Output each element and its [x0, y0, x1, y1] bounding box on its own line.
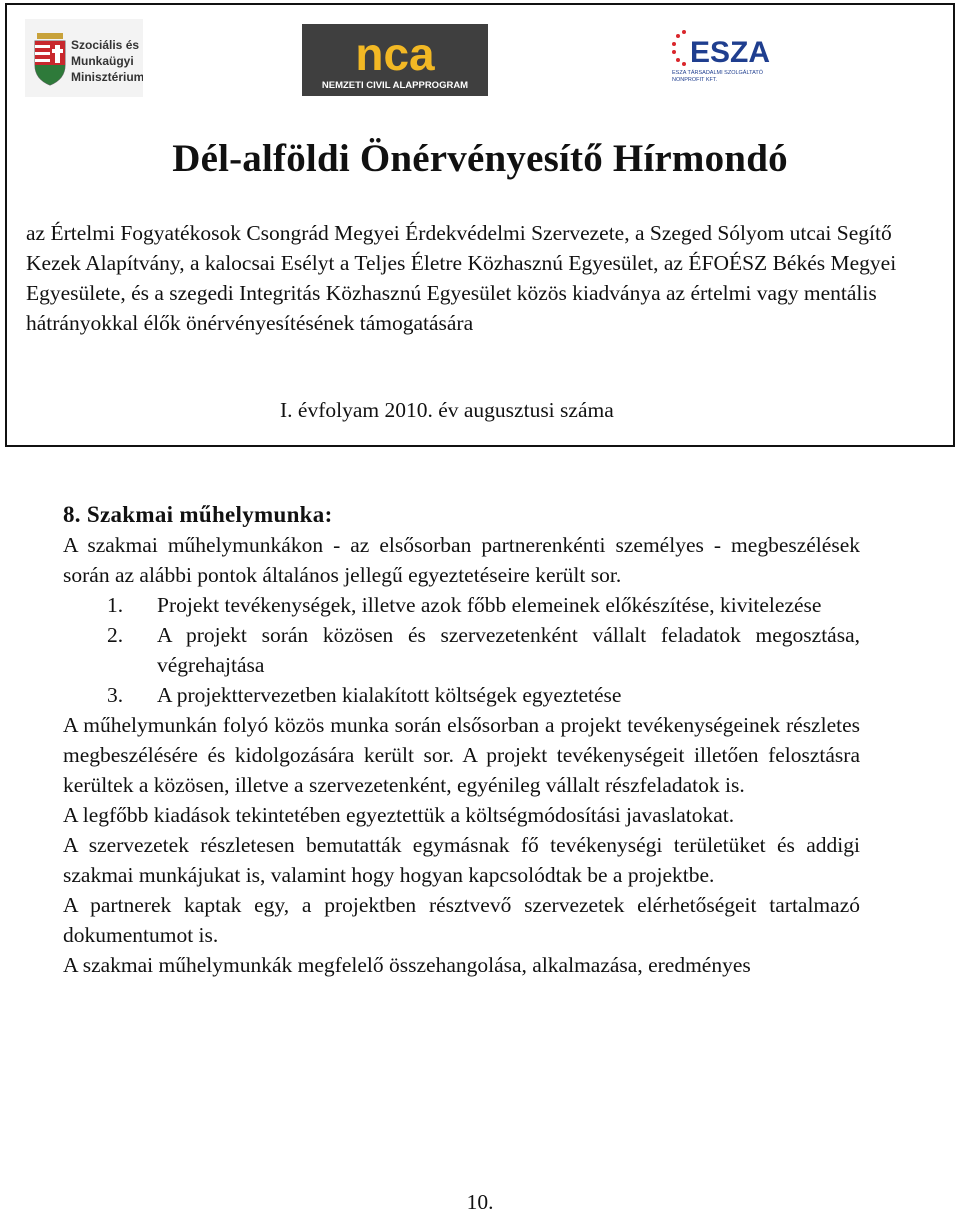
nca-logo-subtext: NEMZETI CIVIL ALAPPROGRAM — [321, 80, 469, 91]
nca-logo-text: nca — [355, 28, 435, 80]
list-item-text: Projekt tevékenységek, illetve azok főbb elemeinek előkészítése, kivitelezése — [157, 593, 822, 617]
publisher-intro: az Értelmi Fogyatékosok Csongrád Megyei Érdekvédelmi Szervezete, a Szeged Sólyom utcai Segítő Kezek Alapítvány, a kalocsai Esélyt a Teljes Életre Közhasznú Egyesület, az ÉFOÉSZ Békés Megyei Egyesülete, és a szegedi Integritás Közhasznú Egyesület közös kiadványa az értelmi vagy mentális hátrányokkal élők önérvényesítésének támogatására — [26, 221, 897, 335]
list-item — [63, 680, 860, 710]
list-item — [63, 590, 860, 620]
newsletter-title: Dél-alföldi Önérvényesítő Hírmondó — [172, 137, 788, 180]
esza-logo — [670, 24, 770, 84]
list-item-number: 2. — [107, 623, 124, 647]
ministry-line-1: Szociális és — [71, 38, 140, 52]
esza-logo-subtext-1: ESZA TÁRSADALMI SZOLGÁLTATÓ — [672, 70, 763, 76]
list-item-number: 3. — [107, 683, 124, 707]
paragraph: A műhelymunkán folyó közös munka során elsősorban a projekt tevékenységeinek részletes megbeszélésére és kidolgozására került sor. A projekt tevékenységeit illetően felosztásra kerültek a közösen, illetve a szervezetenként, egyénileg vállalt részfeladatok is. — [63, 713, 860, 797]
section-content — [63, 500, 860, 980]
coat-of-arms-icon — [35, 33, 65, 85]
issue-line: I. évfolyam 2010. év augusztusi száma — [280, 398, 614, 422]
list-item-number: 1. — [107, 593, 124, 617]
nca-logo — [302, 24, 488, 96]
section-heading: 8. Szakmai műhelymunka: — [63, 502, 333, 527]
list-item-text: A projekt során közösen és szervezetenként vállalt feladatok megosztása, végrehajtása — [157, 623, 860, 677]
paragraph: A szakmai műhelymunkák megfelelő összehangolása, alkalmazása, eredményes — [63, 953, 751, 977]
numbered-list — [63, 590, 860, 710]
ministry-line-2: Munkaügyi — [71, 54, 134, 68]
section-lead: A szakmai műhelymunkákon - az elsősorban partnerenkénti személyes - megbeszélések során az alábbi pontok általános jellegű egyeztetéseire került sor. — [63, 533, 860, 587]
page-number: 10. — [466, 1190, 494, 1214]
list-item-text: A projekttervezetben kialakított költségek egyeztetése — [157, 683, 622, 707]
paragraph: A partnerek kaptak egy, a projektben résztvevő szervezetek elérhetőségeit tartalmazó dokumentumot is. — [63, 893, 860, 947]
eu-stars-icon — [672, 30, 686, 66]
ministry-line-3: Minisztérium — [71, 70, 143, 84]
paragraph: A legfőbb kiadások tekintetében egyeztettük a költségmódosítási javaslatokat. — [63, 803, 735, 827]
ministry-logo — [25, 19, 143, 97]
esza-logo-subtext-2: NONPROFIT KFT. — [672, 77, 718, 83]
paragraph: A szervezetek részletesen bemutatták egymásnak fő tevékenységi területüket és addigi szakmai munkájukat is, valamint hogy hogyan kapcsolódtak be a projektbe. — [63, 833, 860, 887]
esza-logo-text: ESZA — [690, 36, 770, 69]
list-item — [63, 620, 860, 680]
